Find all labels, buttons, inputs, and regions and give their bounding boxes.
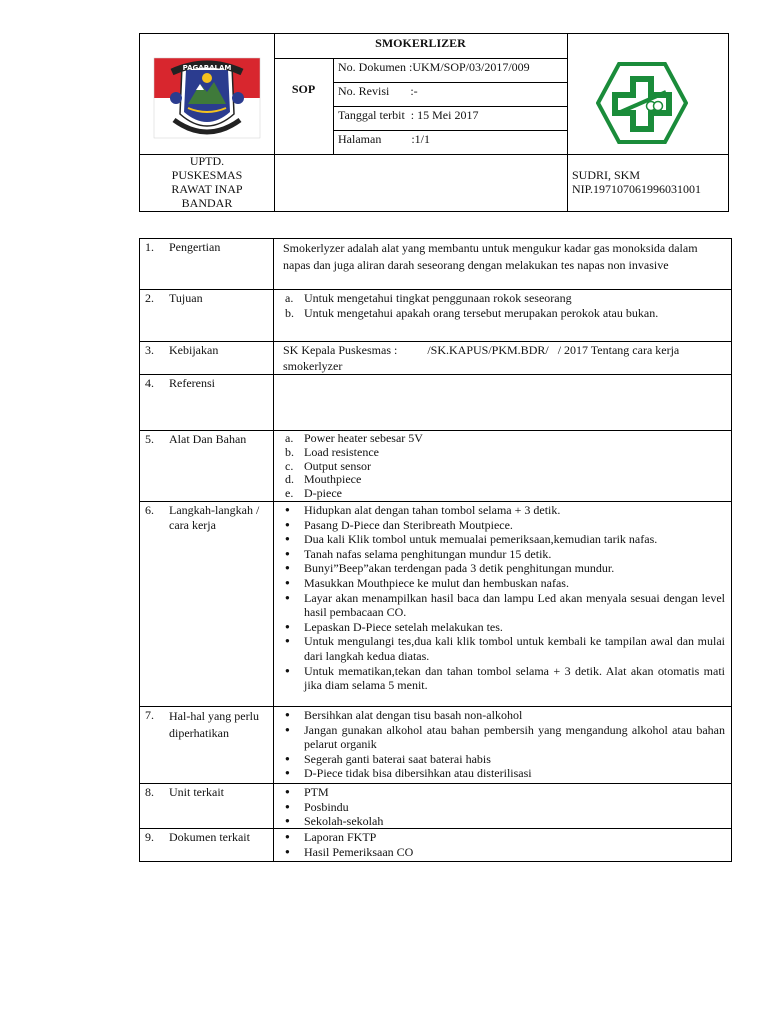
- puskesmas-logo-icon: [596, 62, 688, 144]
- row-number: 9.: [145, 830, 154, 844]
- bullet-icon: ●: [285, 724, 290, 734]
- list-item: a. Untuk mengetahui tingkat penggunaan rokok seseorang: [285, 291, 572, 305]
- row-number: 5.: [145, 432, 154, 446]
- document-title: SMOKERLIZER: [375, 36, 466, 50]
- row-number: 4.: [145, 376, 154, 390]
- list-item: ● Masukkan Mouthpiece ke mulut dan hembuskan nafas.: [285, 575, 569, 590]
- row-label: Alat Dan Bahan: [169, 432, 247, 446]
- row-number: 3.: [145, 343, 154, 357]
- doc-number: No. Dokumen :UKM/SOP/03/2017/009: [338, 60, 530, 74]
- list-item: ● Tanah nafas selama penghitungan mundur 15 detik.: [285, 546, 552, 561]
- bullet-icon: ●: [285, 801, 290, 811]
- list-item: ● Lepaskan D-Piece setelah melakukan tes.: [285, 619, 503, 634]
- unit-name: UPTD. PUSKESMAS RAWAT INAP BANDAR: [171, 154, 243, 210]
- revision-number: No. Revisi :-: [338, 84, 418, 98]
- list-item: ● Jangan gunakan alkohol atau bahan pembersih yang mengandung alkohol atau bahan pelarut organik: [285, 722, 725, 752]
- page-number: Halaman :1/1: [338, 132, 430, 146]
- row-label: Kebijakan: [169, 343, 219, 357]
- pagaralam-logo-icon: [152, 54, 262, 146]
- signer-name: SUDRI, SKM: [572, 168, 641, 182]
- table-row: [140, 342, 731, 375]
- sop-table: [139, 238, 732, 862]
- list-item: ● Bunyi”Beep”akan terdengan pada 3 detik penghitungan mundur.: [285, 561, 615, 576]
- list-item: d. Mouthpiece: [285, 472, 362, 487]
- row-label: Tujuan: [169, 291, 203, 305]
- bullet-icon: ●: [285, 832, 290, 841]
- row-number: 6.: [145, 503, 154, 517]
- table-row: [140, 784, 731, 829]
- table-row: [140, 431, 731, 502]
- table-row: [140, 375, 731, 431]
- list-item: ● Dua kali Klik tombol untuk memualai pemeriksaan,kemudian tarik nafas.: [285, 532, 658, 547]
- table-row: [140, 239, 731, 290]
- row-label: Dokumen terkait: [169, 830, 250, 844]
- reference-text: [274, 375, 731, 430]
- list-item: b. Load resistence: [285, 444, 379, 459]
- list-item: a. Power heater sebesar 5V: [285, 431, 423, 445]
- issue-date: Tanggal terbit : 15 Mei 2017: [338, 108, 479, 122]
- policy-text: SK Kepala Puskesmas : /SK.KAPUS/PKM.BDR/ / 2017 Tentang cara kerja smokerlyzer: [283, 343, 683, 373]
- bullet-icon: ●: [285, 519, 290, 529]
- list-item: ● Bersihkan alat dengan tisu basah non-alkohol: [285, 708, 523, 722]
- bullet-icon: ●: [285, 787, 290, 796]
- row-number: 1.: [145, 240, 154, 254]
- list-item: ● Posbindu: [285, 799, 349, 814]
- row-label: Unit terkait: [169, 785, 224, 799]
- list-item: ● Pasang D-Piece dan Steribreath Moutpiece.: [285, 517, 513, 532]
- logo-lettering: PAGARALAM: [182, 64, 232, 72]
- bullet-icon: ●: [285, 621, 290, 631]
- bullet-icon: ●: [285, 548, 290, 558]
- table-row: [140, 829, 731, 862]
- row-number: 8.: [145, 785, 154, 799]
- row-label: Langkah-langkah / cara kerja: [169, 503, 260, 532]
- row-label: Hal-hal yang perlu diperhatikan: [169, 709, 259, 740]
- bullet-icon: ●: [285, 753, 290, 763]
- bullet-icon: ●: [285, 846, 290, 856]
- bullet-icon: ●: [285, 636, 290, 646]
- table-row: [140, 290, 731, 342]
- list-item: ● D-Piece tidak bisa dibersihkan atau disterilisasi: [285, 766, 532, 781]
- list-item: ● Hidupkan alat dengan tahan tombol selama + 3 detik.: [285, 503, 561, 517]
- list-item: ● Segerah ganti baterai saat baterai habis: [285, 751, 491, 766]
- list-item: b. Untuk mengetahui apakah orang tersebut merupakan perokok atau bukan.: [285, 305, 659, 320]
- list-item: ● Laporan FKTP: [285, 830, 377, 844]
- list-item: ● Untuk mematikan,tekan dan tahan tombol selama + 3 detik. Alat akan otomatis mati jika diam selama 5 menit.: [285, 663, 725, 693]
- signer-nip: NIP.197107061996031001: [572, 182, 702, 196]
- bullet-icon: ●: [285, 534, 290, 544]
- list-item: ● Hasil Pemeriksaan CO: [285, 844, 414, 859]
- bullet-icon: ●: [285, 563, 290, 573]
- definition-text: Smokerlyzer adalah alat yang membantu untuk mengukur kadar gas monoksida dalam napas dan juga aliran darah seseorang dengan melakukan tes napas non invasive: [283, 241, 698, 272]
- list-item: c. Output sensor: [285, 458, 371, 473]
- row-number: 2.: [145, 291, 154, 305]
- list-item: ● PTM: [285, 785, 329, 799]
- list-item: e. D-piece: [285, 486, 342, 501]
- bullet-icon: ●: [285, 768, 290, 778]
- list-item: ● Untuk mengulangi tes,dua kali klik tombol untuk kembali ke tampilan awal dan mulai dari langkah kedua diatas.: [285, 634, 725, 663]
- bullet-icon: ●: [285, 505, 290, 514]
- table-row: [140, 502, 731, 707]
- table-row: [140, 707, 731, 784]
- list-item: ● Layar akan menampilkan hasil baca dan lampu Led akan menyala sesuai dengan level hasil pembacaan CO.: [285, 590, 725, 620]
- header-table: [139, 33, 729, 212]
- bullet-icon: ●: [285, 816, 290, 826]
- bullet-icon: ●: [285, 592, 290, 602]
- bullet-icon: ●: [285, 665, 290, 675]
- row-number: 7.: [145, 708, 154, 722]
- bullet-icon: ●: [285, 710, 290, 719]
- sop-label: SOP: [291, 82, 316, 96]
- bullet-icon: ●: [285, 577, 290, 587]
- list-item: ● Sekolah-sekolah: [285, 814, 384, 829]
- row-label: Pengertian: [169, 240, 221, 254]
- row-label: Referensi: [169, 376, 215, 390]
